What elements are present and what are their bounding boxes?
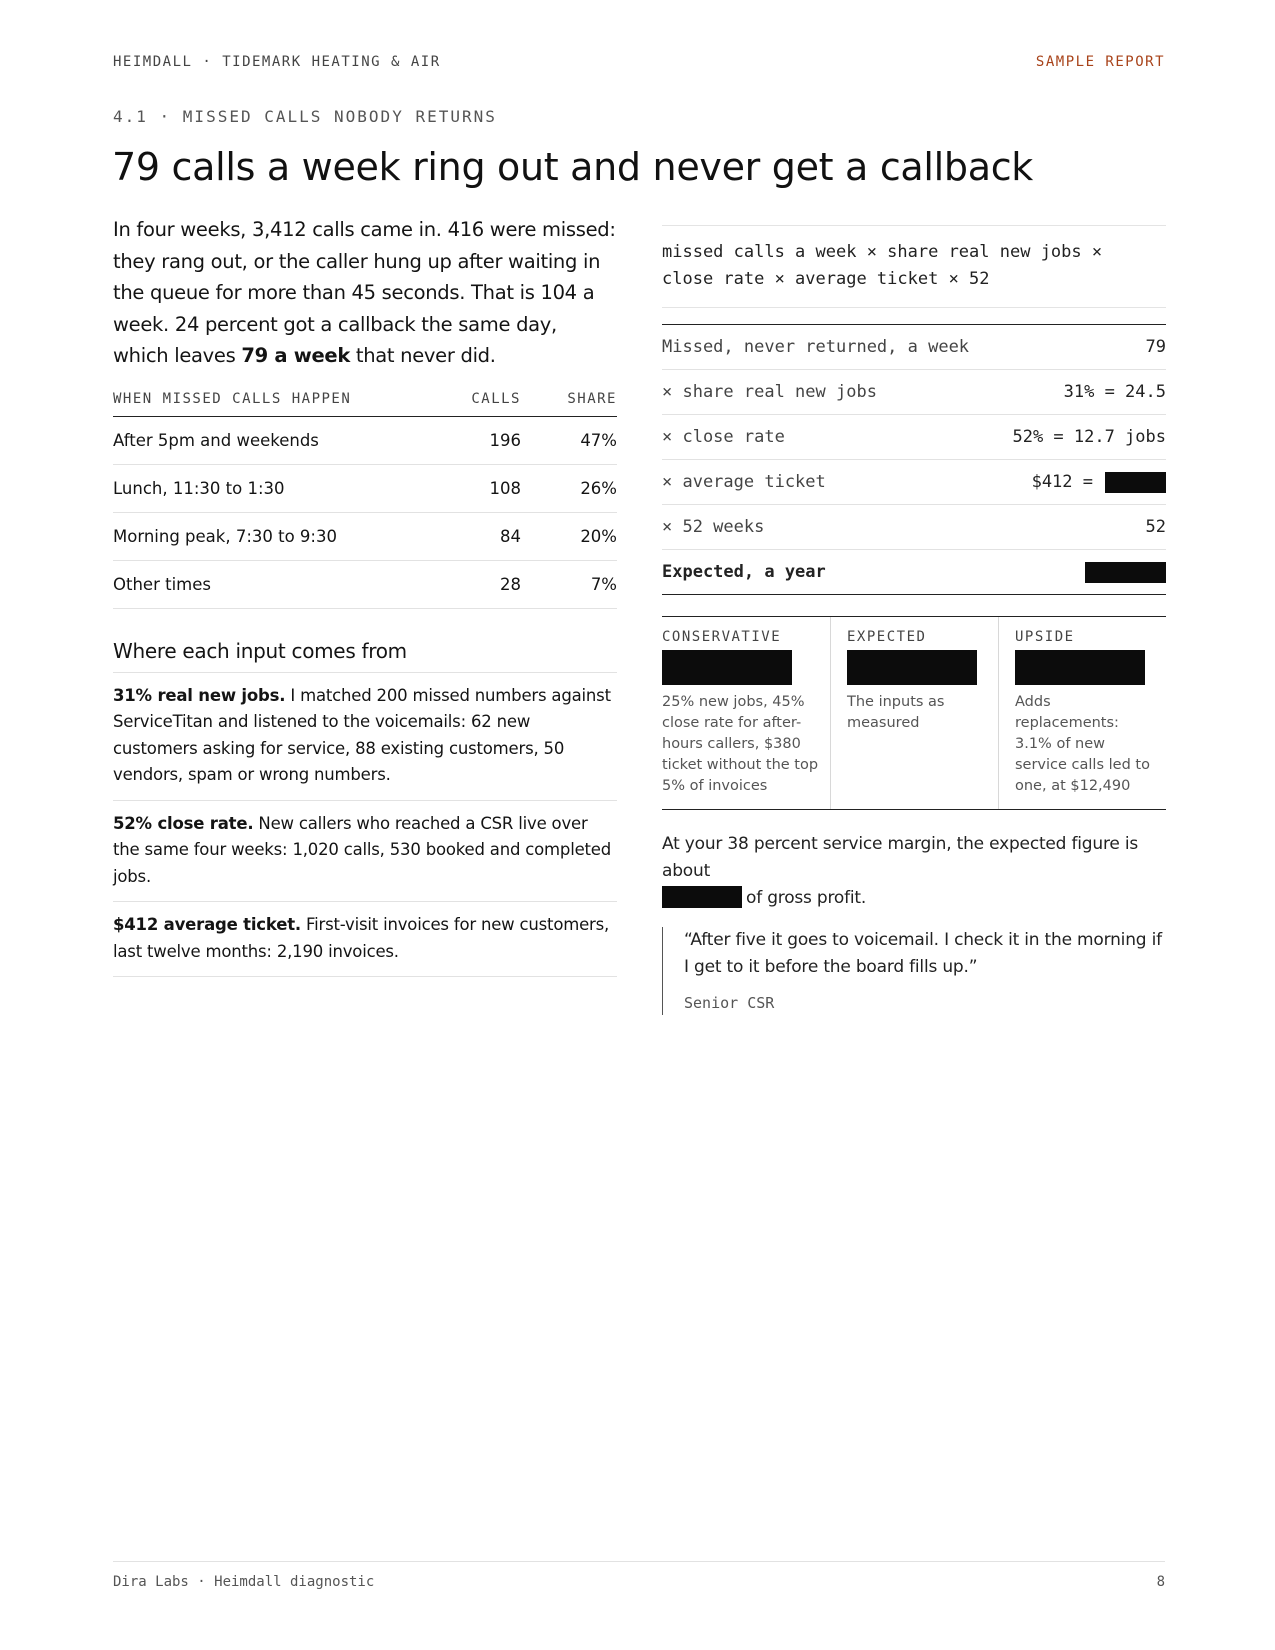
intro-text: In four weeks, 3,412 calls came in. 416 were missed: they rang out, or the caller hung up after waiting in the queue for more than 45 seconds. That is 104 a week. 24 percent got a callback the same day, which leaves bbox=[113, 218, 616, 367]
page-number: 8 bbox=[1156, 1574, 1165, 1590]
calc-row-missed bbox=[662, 325, 1166, 370]
scenario-panels bbox=[662, 616, 1166, 810]
margin-note-text-end: of gross profit. bbox=[746, 888, 867, 908]
column-header-when: WHEN MISSED CALLS HAPPEN bbox=[113, 391, 421, 417]
intro-highlight: 79 a week bbox=[241, 344, 350, 367]
input-label: $412 average ticket. bbox=[113, 915, 301, 934]
cell-share: 7% bbox=[521, 560, 617, 608]
cell-share: 20% bbox=[521, 512, 617, 560]
calc-value: 52 bbox=[1145, 517, 1166, 537]
table-row bbox=[113, 416, 617, 464]
right-column bbox=[662, 225, 1166, 1015]
page-title: 79 calls a week ring out and never get a callback bbox=[112, 145, 1034, 189]
cell-calls: 108 bbox=[421, 464, 521, 512]
calc-value: 79 bbox=[1145, 337, 1166, 357]
scenario-label: CONSERVATIVE bbox=[662, 629, 782, 645]
table-header-row bbox=[113, 391, 617, 417]
sample-report-label: SAMPLE REPORT bbox=[1035, 54, 1165, 70]
footer-label: Dira Labs · Heimdall diagnostic bbox=[113, 1574, 375, 1590]
redaction-block bbox=[662, 886, 742, 908]
missed-calls-table bbox=[113, 391, 617, 609]
calc-label: Missed, never returned, a week bbox=[662, 337, 970, 357]
calc-row-average-ticket bbox=[662, 460, 1166, 505]
redaction-block bbox=[1085, 562, 1166, 583]
input-item-close-rate bbox=[113, 801, 617, 903]
redaction-block bbox=[847, 650, 977, 685]
calc-label: × average ticket bbox=[662, 472, 826, 492]
scenario-expected bbox=[830, 617, 998, 809]
column-header-calls: CALLS bbox=[421, 391, 521, 417]
calc-label: Expected, a year bbox=[662, 562, 826, 582]
input-label: 31% real new jobs. bbox=[113, 685, 286, 705]
inputs-heading: Where each input comes from bbox=[113, 639, 617, 673]
cell-share: 26% bbox=[521, 464, 617, 512]
scenario-conservative bbox=[662, 617, 830, 809]
formula-box bbox=[662, 225, 1166, 308]
calc-value: $412 = bbox=[1031, 472, 1093, 492]
cell-calls: 28 bbox=[421, 560, 521, 608]
cell-when: Other times bbox=[113, 560, 421, 608]
margin-note-text: At your 38 percent service margin, the expected figure is about bbox=[662, 834, 1139, 881]
scenario-upside bbox=[998, 617, 1166, 809]
formula-line: close rate × average ticket × 52 bbox=[662, 269, 990, 289]
table-row bbox=[113, 512, 617, 560]
left-column bbox=[113, 214, 617, 977]
quote-block bbox=[662, 927, 1166, 1015]
input-text: First-visit invoices for new customers, last twelve months: 2,190 invoices. bbox=[113, 915, 610, 961]
calc-label: × 52 weeks bbox=[662, 517, 765, 537]
intro-text-end: that never did. bbox=[349, 344, 496, 367]
intro-paragraph bbox=[113, 214, 617, 372]
calc-label: × close rate bbox=[662, 427, 785, 447]
cell-when: Morning peak, 7:30 to 9:30 bbox=[113, 512, 421, 560]
section-label: 4.1 · MISSED CALLS NOBODY RETURNS bbox=[113, 107, 497, 126]
scenario-label: UPSIDE bbox=[1015, 629, 1075, 645]
table-row bbox=[113, 464, 617, 512]
scenario-description: The inputs as measured bbox=[847, 694, 945, 731]
input-text: New callers who reached a CSR live over the same four weeks: 1,020 calls, 530 booked and completed jobs. bbox=[113, 813, 612, 886]
margin-note bbox=[662, 831, 1166, 912]
calc-value-group bbox=[1032, 472, 1166, 493]
calc-value-group bbox=[1085, 562, 1166, 583]
cell-calls: 84 bbox=[421, 512, 521, 560]
cell-when: Lunch, 11:30 to 1:30 bbox=[113, 464, 421, 512]
cell-when: After 5pm and weekends bbox=[113, 416, 421, 464]
cell-calls: 196 bbox=[421, 416, 521, 464]
calc-value: 52% = 12.7 jobs bbox=[1012, 427, 1166, 447]
calc-label: × share real new jobs bbox=[662, 382, 877, 402]
calc-value: 31% = 24.5 bbox=[1063, 382, 1166, 402]
page-footer bbox=[113, 1561, 1165, 1590]
calc-row-share bbox=[662, 370, 1166, 415]
input-item-new-jobs bbox=[113, 673, 617, 801]
report-header-title: HEIMDALL · TIDEMARK HEATING & AIR bbox=[113, 54, 441, 70]
cell-share: 47% bbox=[521, 416, 617, 464]
scenario-description: 25% new jobs, 45% close rate for after-hours callers, $380 ticket without the top 5% of invoices bbox=[662, 694, 819, 794]
quote-attribution: Senior CSR bbox=[684, 994, 775, 1012]
calculation-table bbox=[662, 324, 1166, 595]
input-item-average-ticket bbox=[113, 902, 617, 977]
input-text: I matched 200 missed numbers against ServiceTitan and listened to the voicemails: 62 new customers asking for service, 88 existing customers, 50 vendors, spam or wrong numbers. bbox=[113, 685, 611, 784]
calc-row-close-rate bbox=[662, 415, 1166, 460]
redaction-block bbox=[662, 650, 792, 685]
redaction-block bbox=[1105, 472, 1166, 493]
input-label: 52% close rate. bbox=[113, 813, 254, 833]
table-row bbox=[113, 560, 617, 608]
quote-text: “After five it goes to voicemail. I check it in the morning if I get to it before the board fills up.” bbox=[684, 930, 1162, 977]
calc-row-expected bbox=[662, 550, 1166, 594]
calc-row-weeks bbox=[662, 505, 1166, 550]
scenario-description: Adds replacements: 3.1% of new service calls led to one, at $12,490 bbox=[1015, 694, 1150, 794]
formula-line: missed calls a week × share real new jobs × bbox=[662, 242, 1103, 262]
scenario-label: EXPECTED bbox=[847, 629, 927, 645]
report-header bbox=[113, 54, 1165, 70]
column-header-share: SHARE bbox=[521, 391, 617, 417]
redaction-block bbox=[1015, 650, 1145, 685]
